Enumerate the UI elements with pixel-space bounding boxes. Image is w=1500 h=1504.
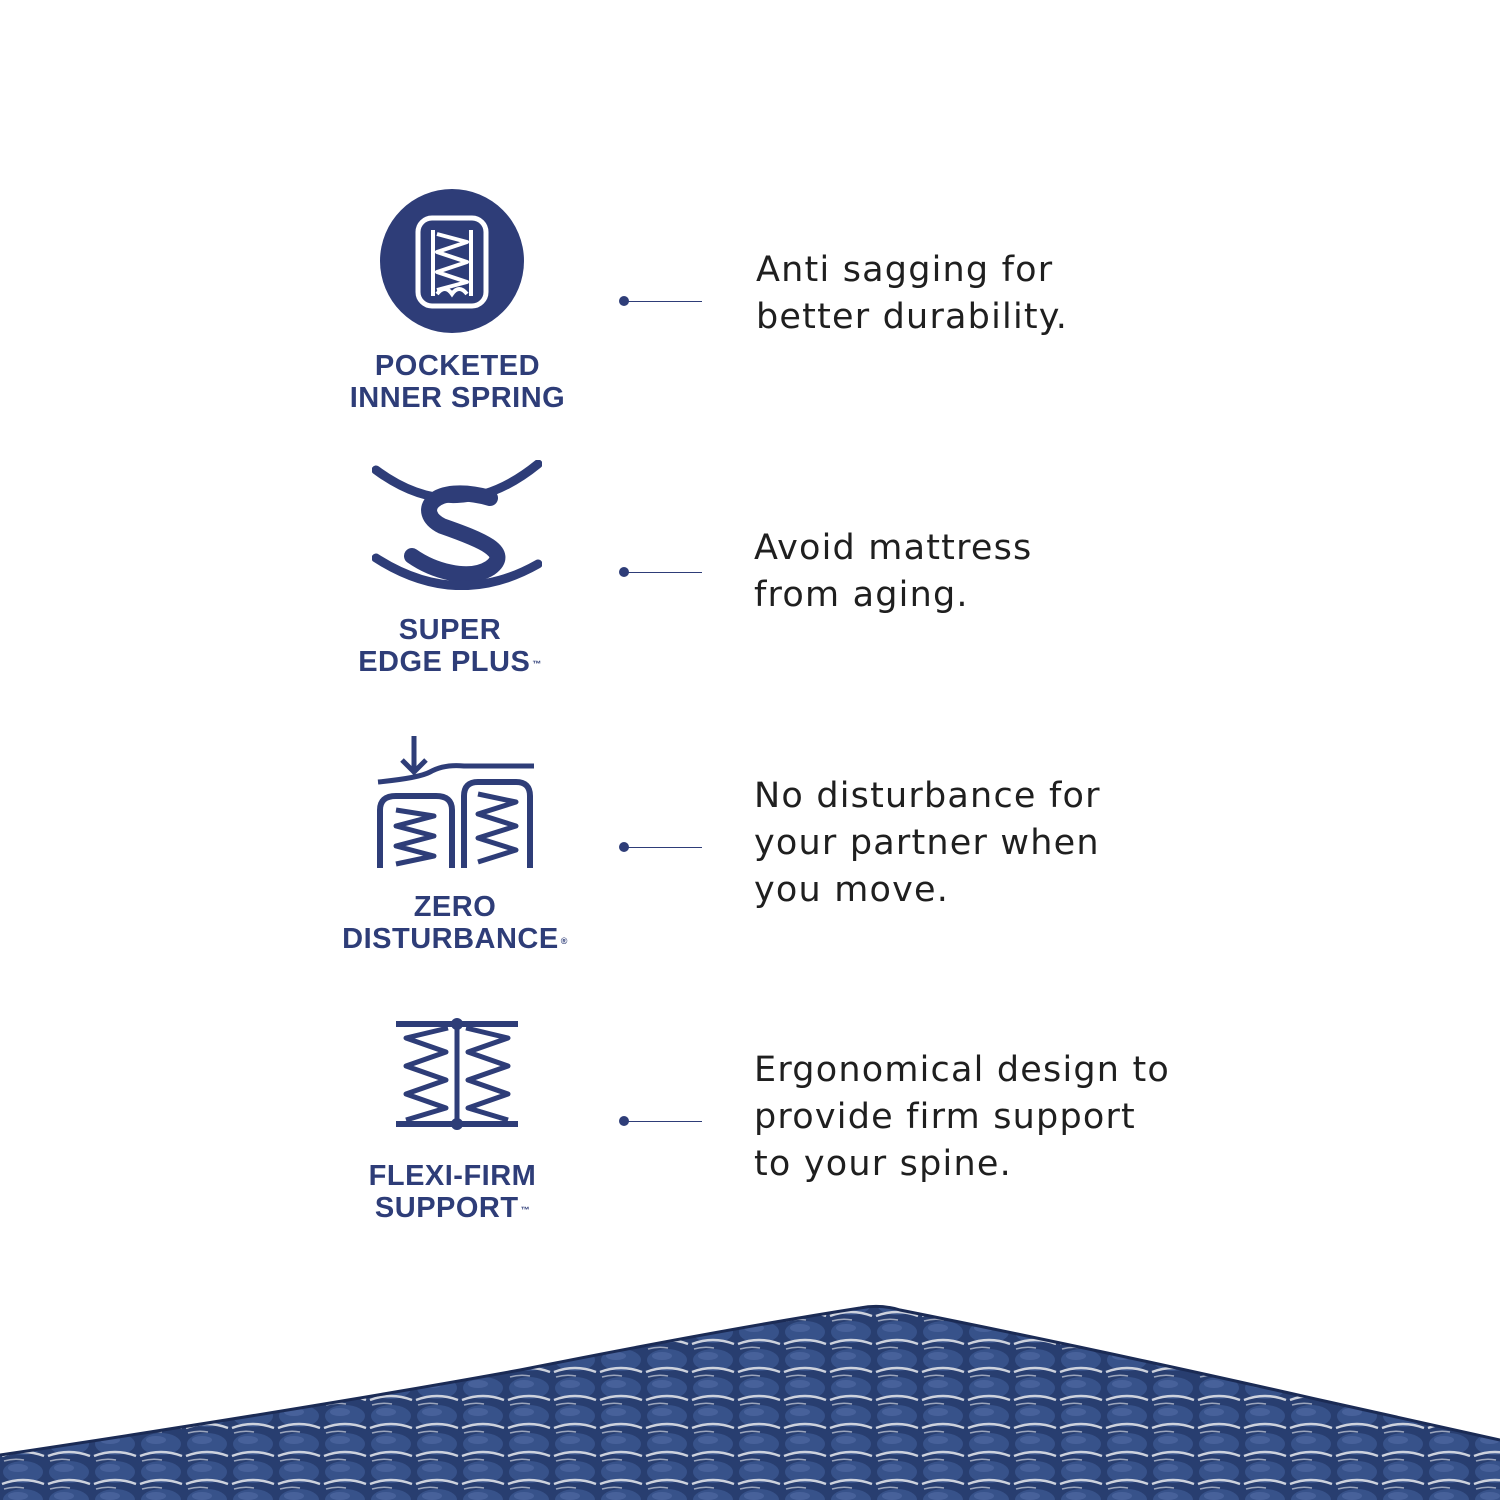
feature-title-text: SUPPORT (374, 1192, 519, 1224)
feature-title-line-with-mark (300, 923, 610, 955)
feature-title (300, 1160, 605, 1224)
connector-rule (624, 301, 702, 302)
description-line: you move. (754, 870, 950, 910)
description-line: provide firm support (754, 1097, 1136, 1137)
feature-title-line: FLEXI-FIRM (368, 1160, 537, 1192)
edge-spring-icon (372, 460, 542, 590)
description-line: Avoid mattress (754, 528, 1033, 568)
feature-title-line: INNER SPRING (349, 382, 566, 414)
feature-title-line: POCKETED (374, 350, 541, 382)
feature-title-line: ZERO (413, 891, 497, 923)
trademark-mark: ™ (532, 659, 542, 669)
mattress-quilted-fabric-image (0, 1290, 1500, 1500)
description-line: to your spine. (754, 1144, 1012, 1184)
feature-title-text: DISTURBANCE (342, 923, 559, 955)
connector-line (619, 566, 703, 578)
description-line: from aging. (754, 575, 969, 615)
connector-rule (624, 847, 702, 848)
connector-rule (624, 572, 702, 573)
feature-title (300, 350, 615, 414)
description-line: Anti sagging for (756, 250, 1054, 290)
description-line: your partner when (754, 823, 1100, 863)
registered-mark: ® (560, 936, 568, 946)
flexi-firm-spring-icon (392, 1016, 522, 1132)
feature-description (754, 773, 1314, 914)
connector-line (619, 295, 703, 307)
feature-title-line-with-mark (300, 1192, 605, 1224)
pocketed-spring-icon (379, 188, 525, 334)
connector-line (619, 841, 703, 853)
description-line: better durability. (756, 297, 1069, 337)
connector-rule (624, 1121, 702, 1122)
feature-description (756, 247, 1316, 341)
zero-disturbance-icon (374, 732, 538, 872)
feature-title-line: SUPER (398, 614, 502, 646)
connector-line (619, 1115, 703, 1127)
feature-title (300, 891, 610, 955)
description-line: No disturbance for (754, 776, 1101, 816)
feature-description (754, 525, 1314, 619)
feature-title-line-with-mark (300, 646, 600, 678)
feature-description (754, 1047, 1314, 1188)
description-line: Ergonomical design to (754, 1050, 1171, 1090)
feature-title (300, 614, 600, 678)
trademark-mark: ™ (520, 1205, 531, 1215)
feature-title-text: EDGE PLUS (358, 646, 531, 678)
